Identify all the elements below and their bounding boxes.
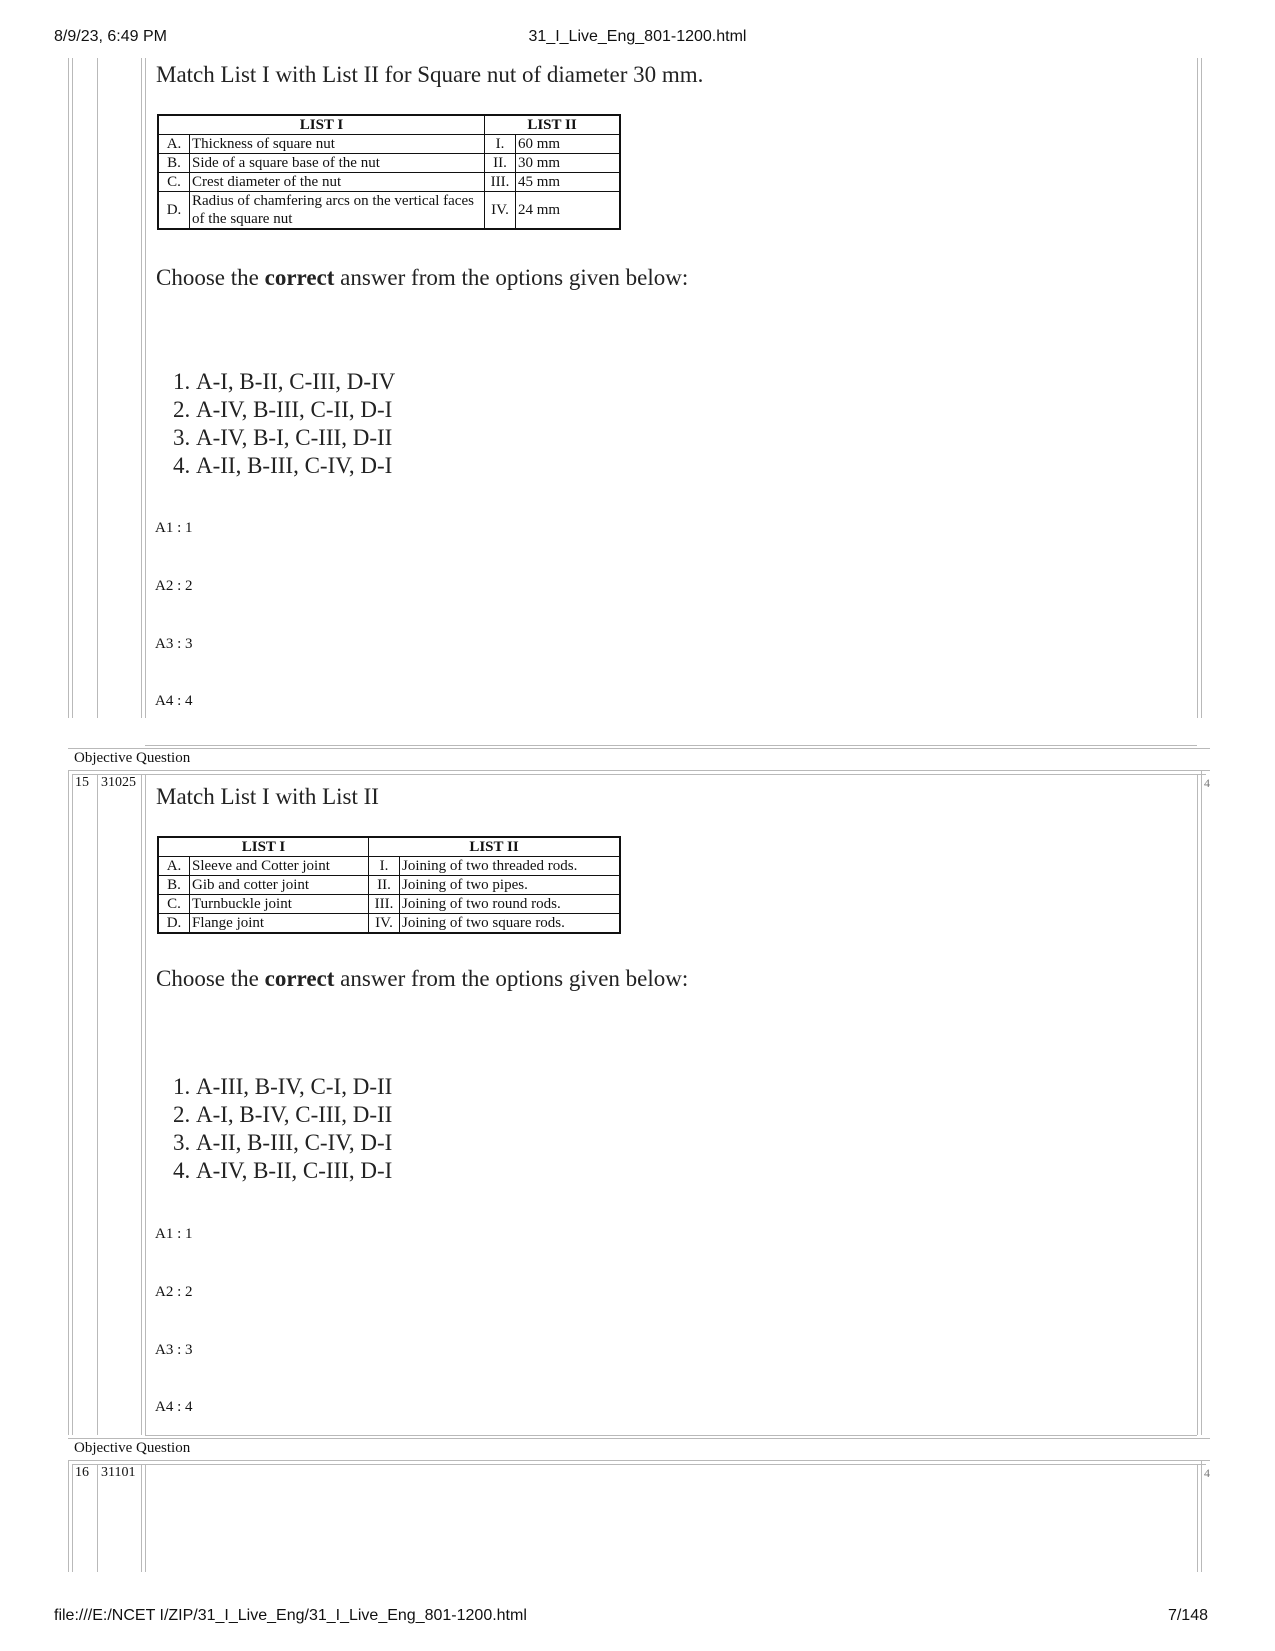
row-key: C. [158,895,190,914]
page-number: 7/148 [1167,1607,1208,1624]
options-list [170,368,395,480]
table-row [158,173,620,192]
list1-header: LIST I [158,115,485,135]
option-item: 4. A-IV, B-II, C-III, D-I [196,1157,392,1185]
frame-line [72,1464,1206,1465]
frame-line [145,1464,146,1572]
frame-line [68,1460,69,1572]
instruction-emphasis: correct [264,966,335,991]
instruction-suffix: answer from the options given below: [334,966,689,991]
option-item: 2. A-IV, B-III, C-II, D-I [196,396,395,424]
instruction-text [156,265,688,291]
frame-line [145,1435,1197,1436]
instruction-prefix: Choose the [156,265,265,290]
row-item: Radius of chamfering arcs on the vertical faces of the square nut [190,192,485,230]
answer-option: A3 : 3 [155,636,193,652]
answer-option: A4 : 4 [155,693,193,709]
row-roman: I. [369,857,400,876]
frame-line [72,774,1206,775]
answer-option: A2 : 2 [155,578,193,594]
frame-line [141,1464,142,1572]
option-item: 3. A-II, B-III, C-IV, D-I [196,1129,392,1157]
match-table [157,836,621,934]
frame-line [97,1464,98,1572]
answer-option: A1 : 1 [155,520,193,536]
answer-option: A4 : 4 [155,1399,193,1415]
row-roman: III. [485,173,516,192]
frame-line [1197,774,1198,1435]
row-item: Crest diameter of the nut [190,173,485,192]
instruction-emphasis: correct [264,265,335,290]
row-key: D. [158,192,190,230]
option-item: 1. A-I, B-II, C-III, D-IV [196,368,395,396]
frame-line [72,1464,73,1572]
option-item: 3. A-IV, B-I, C-III, D-II [196,424,395,452]
row-match: 30 mm [516,154,621,173]
instruction-suffix: answer from the options given below: [334,265,689,290]
frame-line [145,58,146,718]
truncated-text: 4 [1204,1466,1210,1480]
frame-line [68,770,69,1435]
row-key: A. [158,857,190,876]
question-id: 31025 [101,775,136,790]
question-type-label: Objective Question [74,750,191,766]
instruction-text [156,966,688,992]
row-item: Sleeve and Cotter joint [190,857,369,876]
option-item: 1. A-III, B-IV, C-I, D-II [196,1073,392,1101]
frame-line [68,770,1210,771]
frame-line [145,745,1197,746]
option-item: 2. A-I, B-IV, C-III, D-II [196,1101,392,1129]
frame-line [1197,1464,1198,1572]
table-row [158,857,620,876]
row-key: C. [158,173,190,192]
row-roman: II. [369,876,400,895]
row-item: Side of a square base of the nut [190,154,485,173]
print-title: 31_I_Live_Eng_801-1200.html [528,28,747,45]
row-item: Turnbuckle joint [190,895,369,914]
row-match: 60 mm [516,135,621,154]
question-text: Match List I with List II for Square nut of diameter 30 mm. [156,62,704,87]
row-item: Flange joint [190,914,369,934]
row-match: Joining of two pipes. [400,876,621,895]
options-list [170,1073,392,1185]
row-roman: IV. [369,914,400,934]
row-key: B. [158,154,190,173]
question-number: 15 [75,775,89,790]
answer-option: A3 : 3 [155,1342,193,1358]
frame-line [72,774,73,1435]
answer-option: A2 : 2 [155,1284,193,1300]
row-match: Joining of two threaded rods. [400,857,621,876]
row-key: B. [158,876,190,895]
question-type-label: Objective Question [74,1440,191,1456]
frame-line [1197,58,1198,718]
question-text: Match List I with List II [156,784,379,809]
row-match: 45 mm [516,173,621,192]
frame-line [68,58,69,718]
frame-line [1201,770,1202,1435]
list2-header: LIST II [485,115,621,135]
table-row [158,154,620,173]
instruction-prefix: Choose the [156,966,265,991]
frame-line [68,748,1210,749]
row-roman: II. [485,154,516,173]
row-item: Gib and cotter joint [190,876,369,895]
answer-option: A1 : 1 [155,1226,193,1242]
print-date: 8/9/23, 6:49 PM [54,28,167,45]
row-key: A. [158,135,190,154]
row-item: Thickness of square nut [190,135,485,154]
question-id: 31101 [101,1465,136,1480]
frame-line [68,1438,1210,1439]
truncated-text: 4 [1204,776,1210,790]
row-roman: I. [485,135,516,154]
frame-line [97,58,98,718]
frame-line [141,774,142,1435]
table-row [158,135,620,154]
list1-header: LIST I [158,837,369,857]
row-roman: III. [369,895,400,914]
table-row [158,192,620,230]
table-row [158,876,620,895]
row-roman: IV. [485,192,516,230]
table-row [158,914,620,934]
table-row [158,895,620,914]
frame-line [145,774,146,1435]
frame-line [68,1460,1210,1461]
print-file-path: file:///E:/NCET I/ZIP/31_I_Live_Eng/31_I_Live_Eng_801-1200.html [54,1607,527,1624]
row-match: Joining of two square rods. [400,914,621,934]
row-key: D. [158,914,190,934]
question-number: 16 [75,1465,89,1480]
frame-line [72,58,73,718]
option-item: 4. A-II, B-III, C-IV, D-I [196,452,395,480]
frame-line [141,58,142,718]
list2-header: LIST II [369,837,621,857]
row-match: 24 mm [516,192,621,230]
row-match: Joining of two round rods. [400,895,621,914]
frame-line [1201,58,1202,718]
frame-line [1201,1460,1202,1572]
frame-line [97,774,98,1435]
match-table [157,114,621,230]
